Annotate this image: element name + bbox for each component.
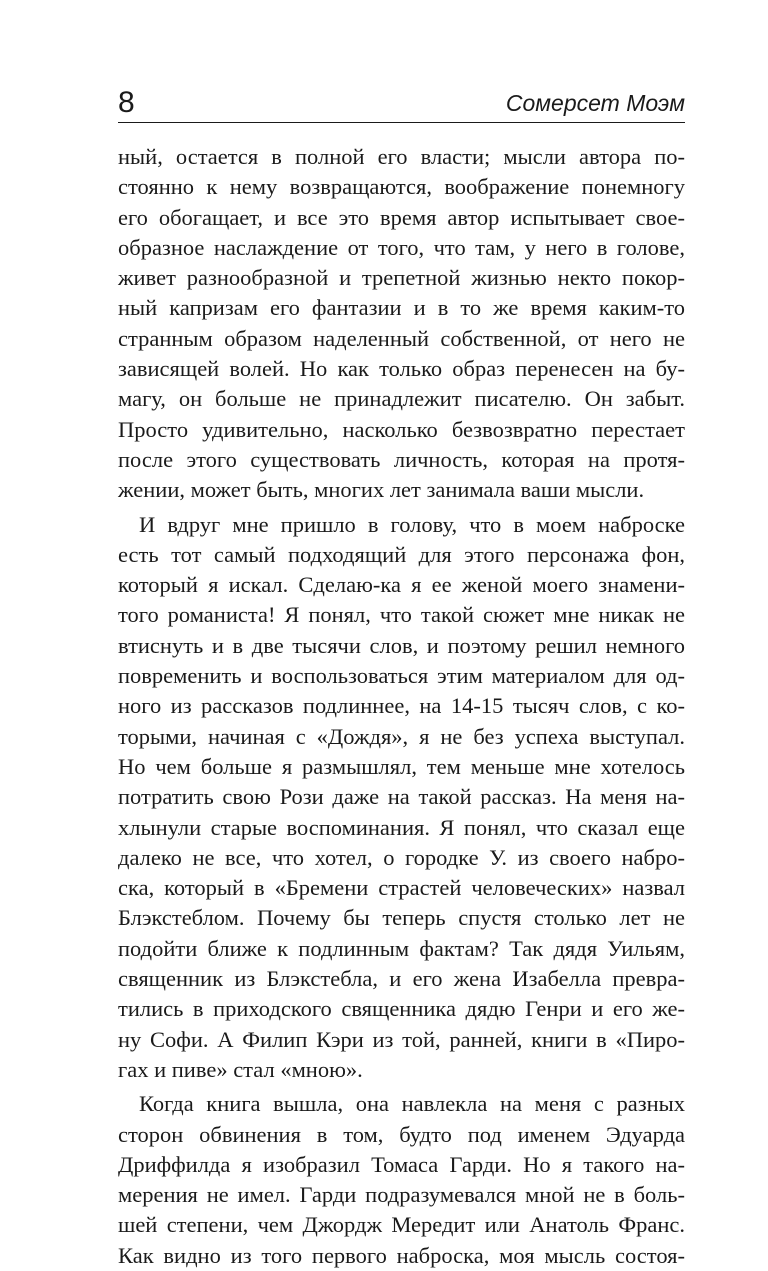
text-line: ного из рассказов подлиннее, на 14-15 тысяч слов, с ко- <box>118 693 685 719</box>
text-line: магу, он больше не принадлежит писателю. Он забыт. <box>118 386 685 412</box>
running-head-author: Сомерсет Моэм <box>505 90 685 116</box>
text-line: Как видно из того первого наброска, моя мысль состоя- <box>118 1242 685 1268</box>
text-line: после этого существовать личность, которая на протя- <box>118 446 685 472</box>
paragraph <box>118 1089 685 1271</box>
running-head <box>118 86 685 120</box>
text-line: его обогащает, и все это время автор испытывает свое- <box>118 204 685 230</box>
text-line: повременить и воспользоваться этим материалом для од- <box>118 663 685 689</box>
text-line: тились в приходского священника дядю Генри и его же- <box>118 996 685 1022</box>
page-number: 8 <box>118 86 135 119</box>
text-line: торыми, начиная с «Дождя», я не без успеха выступал. <box>118 723 685 749</box>
text-line: того романиста! Я понял, что такой сюжет мне никак не <box>118 602 685 628</box>
text-line: И вдруг мне пришло в голову, что в моем наброске <box>139 511 685 537</box>
text-line: сторон обвинения в том, будто под именем Эдуарда <box>118 1121 685 1147</box>
text-line: подойти ближе к подлинным фактам? Так дядя Уильям, <box>118 935 685 961</box>
paragraph <box>118 510 685 1086</box>
text-line: странным образом наделенный собственной, от него не <box>118 325 685 351</box>
text-line: Дриффилда я изобразил Томаса Гарди. Но я такого на- <box>118 1151 685 1177</box>
text-line: образное наслаждение от того, что там, у него в голове, <box>118 234 685 260</box>
text-line: священник из Блэкстебла, и его жена Изабелла превра- <box>118 966 685 992</box>
text-line: мерения не имел. Гарди подразумевался мной не в боль- <box>118 1182 685 1208</box>
text-line: ска, который в «Бремени страстей человеческих» назвал <box>118 875 685 901</box>
text-line: шей степени, чем Джордж Мередит или Анатоль Франс. <box>118 1212 685 1238</box>
text-line: живет разнообразной и трепетной жизнью некто покор- <box>118 265 685 291</box>
text-line: гах и пиве» стал «мною». <box>118 1056 363 1082</box>
text-line: втиснуть и в две тысячи слов, и поэтому решил немного <box>118 632 685 658</box>
text-line: Но чем больше я размышлял, тем меньше мне хотелось <box>118 753 685 779</box>
text-line: хлынули старые воспоминания. Я понял, что сказал еще <box>118 814 685 840</box>
text-line: Просто удивительно, насколько безвозвратно перестает <box>118 416 685 442</box>
text-line: есть тот самый подходящий для этого персонажа фон, <box>118 541 685 567</box>
text-line: зависящей волей. Но как только образ перенесен на бу- <box>118 356 685 382</box>
text-line: далеко не все, что хотел, о городке У. из своего набро- <box>118 844 685 870</box>
text-line: который я искал. Сделаю-ка я ее женой моего знамени- <box>118 572 685 598</box>
body-text <box>118 142 685 1271</box>
text-line: потратить свою Рози даже на такой рассказ. На меня на- <box>118 784 685 810</box>
text-line: жении, может быть, многих лет занимала ваши мысли. <box>118 477 645 503</box>
paragraph <box>118 142 685 506</box>
text-line: стоянно к нему возвращаются, воображение понемногу <box>118 174 685 200</box>
text-line: ный, остается в полной его власти; мысли автора по- <box>118 144 685 169</box>
text-line: ну Софи. А Филип Кэри из той, ранней, книги в «Пиро- <box>118 1026 685 1052</box>
text-line: ный капризам его фантазии и в то же время каким-то <box>118 295 685 321</box>
text-line: Блэкстеблом. Почему бы теперь спустя столько лет не <box>118 905 685 931</box>
header-rule <box>118 122 685 123</box>
text-line: Когда книга вышла, она навлекла на меня с разных <box>139 1091 685 1117</box>
